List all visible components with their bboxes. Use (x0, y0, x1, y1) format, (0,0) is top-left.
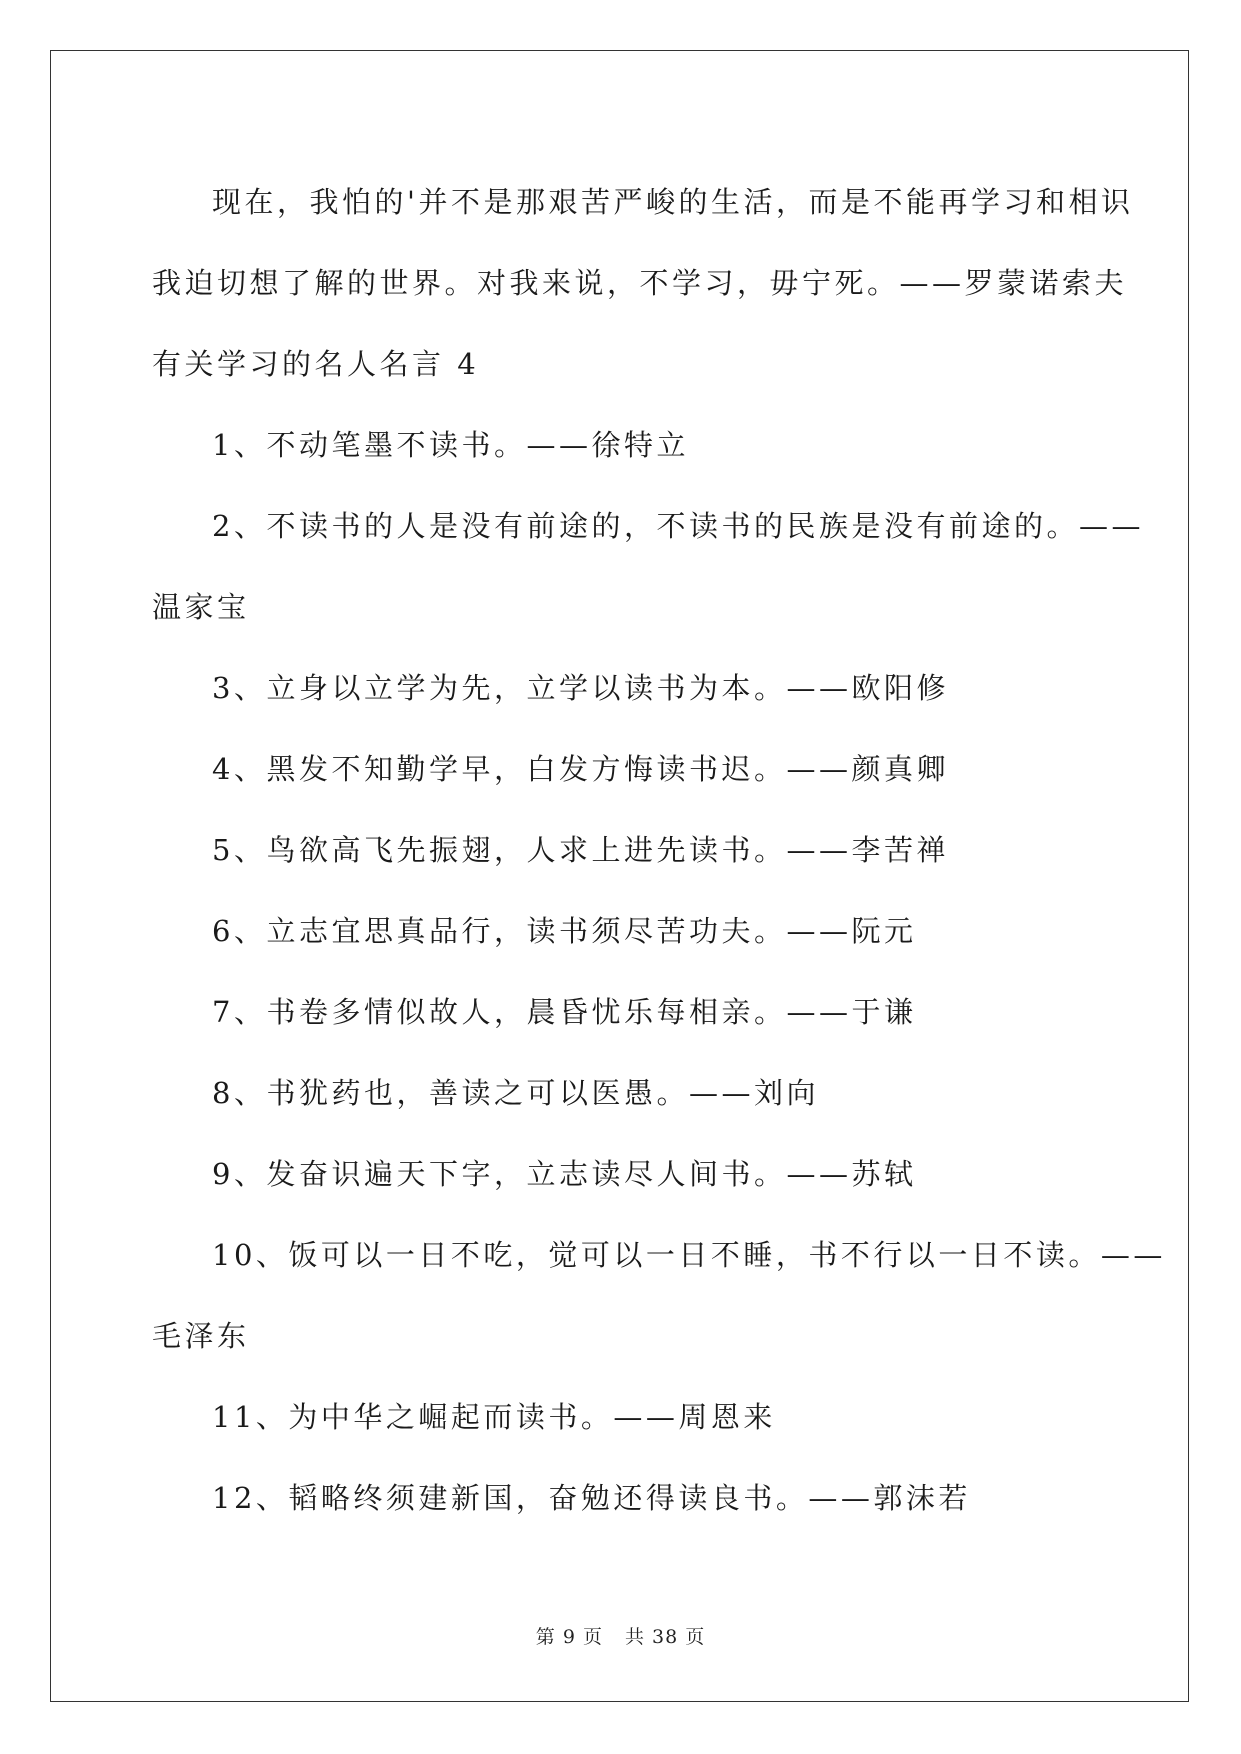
quote-item: 6、立志宜思真品行，读书须尽苦功夫。——阮元 (212, 914, 917, 948)
page-footer (0, 1622, 1241, 1649)
quote-item: 9、发奋识遍天下字，立志读尽人间书。——苏轼 (212, 1157, 917, 1191)
quote-item: 8、书犹药也，善读之可以医愚。——刘向 (212, 1076, 819, 1110)
page-number: 第 9 页 (535, 1626, 603, 1648)
quote-item: 10、饭可以一日不吃，觉可以一日不睡，书不行以一日不读。—— (212, 1238, 1166, 1272)
quote-item-continuation: 温家宝 (152, 590, 250, 624)
quote-item: 5、鸟欲高飞先振翅，人求上进先读书。——李苦禅 (212, 833, 949, 867)
quote-item-continuation: 毛泽东 (152, 1319, 250, 1353)
page-total: 共 38 页 (624, 1626, 706, 1648)
quote-item: 7、书卷多情似故人，晨昏忧乐每相亲。——于谦 (212, 995, 917, 1029)
text-line: 现在，我怕的'并不是那艰苦严峻的生活，而是不能再学习和相识 (212, 185, 1134, 219)
quote-item: 12、韬略终须建新国，奋勉还得读良书。——郭沫若 (212, 1481, 971, 1515)
document-body (152, 162, 1166, 1539)
quote-item: 1、不动笔墨不读书。——徐特立 (212, 428, 689, 462)
quote-item: 3、立身以立学为先，立学以读书为本。——欧阳修 (212, 671, 949, 705)
quote-item: 2、不读书的人是没有前途的，不读书的民族是没有前途的。—— (212, 509, 1144, 543)
section-heading: 有关学习的名人名言 4 (152, 347, 480, 381)
quote-item: 4、黑发不知勤学早，白发方悔读书迟。——颜真卿 (212, 752, 949, 786)
quote-item: 11、为中华之崛起而读书。——周恩来 (212, 1400, 776, 1434)
text-line: 我迫切想了解的世界。对我来说，不学习，毋宁死。——罗蒙诺索夫 (152, 266, 1128, 300)
